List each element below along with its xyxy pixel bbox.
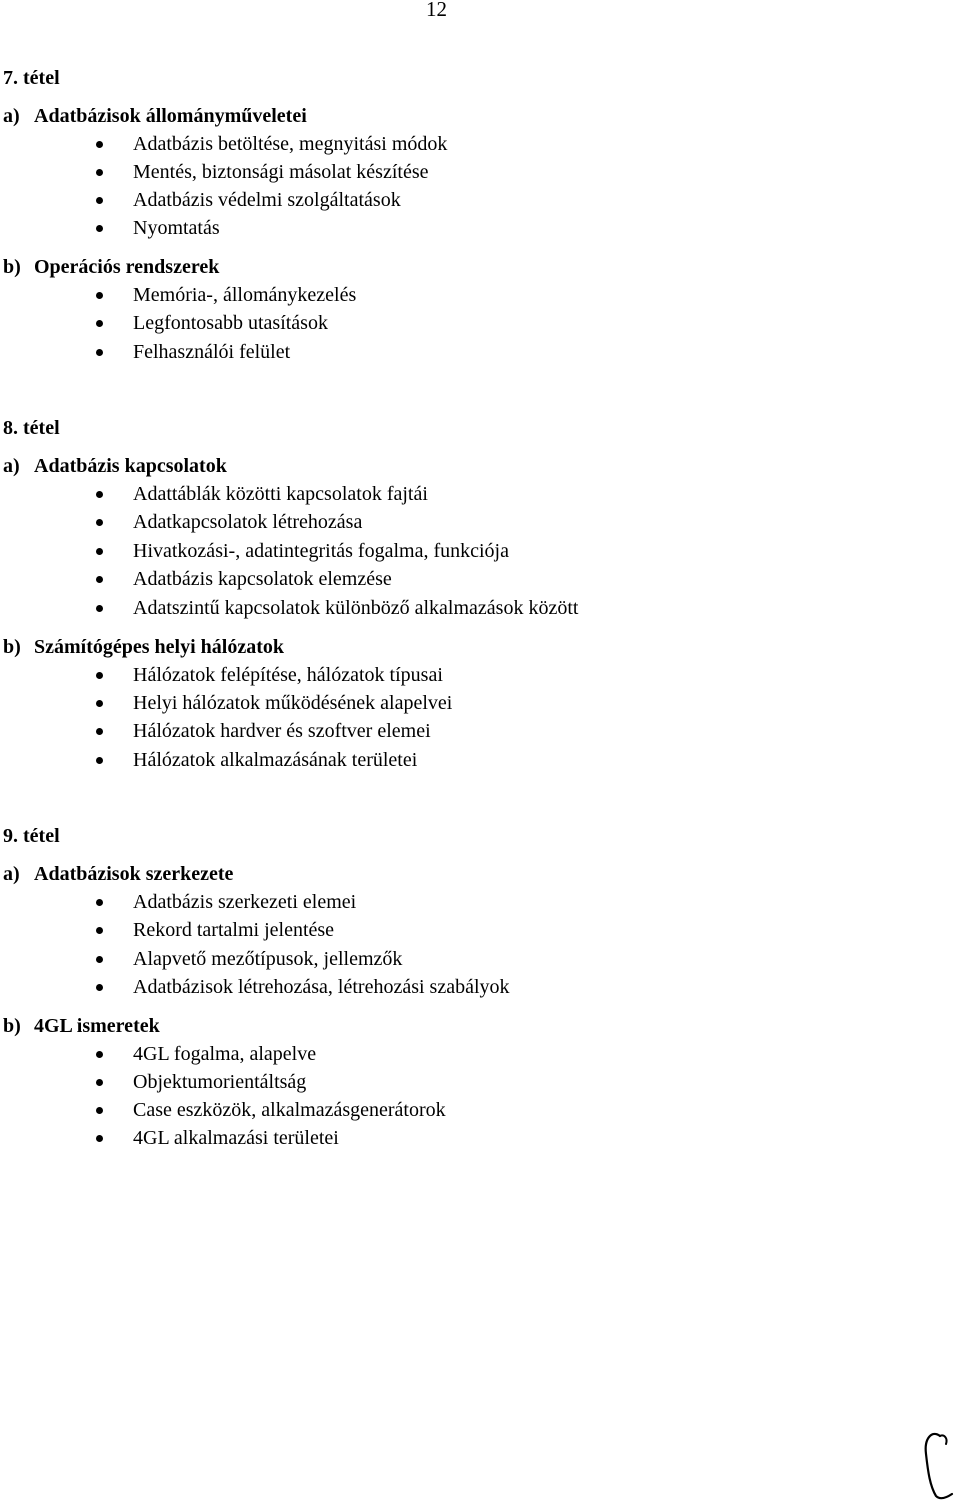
bullet-icon xyxy=(96,927,103,934)
bullet-icon xyxy=(96,899,103,906)
list-item: Mentés, biztonsági másolat készítése xyxy=(96,160,428,184)
section-title: Adatbázis kapcsolatok xyxy=(34,455,227,477)
bullet-icon xyxy=(96,141,103,148)
list-item: Adatbázis védelmi szolgáltatások xyxy=(96,188,401,212)
bullet-icon xyxy=(96,672,103,679)
list-item: Objektumorientáltság xyxy=(96,1070,306,1094)
topic-7-section-a-heading xyxy=(3,104,307,128)
section-title: Operációs rendszerek xyxy=(34,256,220,278)
section-letter: a) xyxy=(3,863,20,885)
list-item: Adatbázis kapcsolatok elemzése xyxy=(96,567,392,591)
bullet-icon xyxy=(96,1079,103,1086)
section-letter: b) xyxy=(3,636,21,658)
list-item: Adatkapcsolatok létrehozása xyxy=(96,510,362,534)
list-item: Adatbázisok létrehozása, létrehozási szabályok xyxy=(96,975,510,999)
topic-9-section-b-heading xyxy=(3,1014,160,1038)
bullet-icon xyxy=(96,1107,103,1114)
list-item: Rekord tartalmi jelentése xyxy=(96,918,334,942)
page-number: 12 xyxy=(426,0,447,21)
section-title: Számítógépes helyi hálózatok xyxy=(34,636,284,658)
topic-8-section-a-heading xyxy=(3,454,227,478)
topic-7-section-b-heading xyxy=(3,255,219,279)
list-item: Adatbázis szerkezeti elemei xyxy=(96,890,356,914)
bullet-icon xyxy=(96,292,103,299)
bullet-icon xyxy=(96,169,103,176)
bullet-icon xyxy=(96,320,103,327)
list-item: Hálózatok hardver és szoftver elemei xyxy=(96,719,431,743)
bullet-icon xyxy=(96,491,103,498)
bullet-icon xyxy=(96,349,103,356)
bullet-icon xyxy=(96,576,103,583)
list-item: Felhasználói felület xyxy=(96,340,290,364)
section-letter: a) xyxy=(3,105,20,127)
list-item: 4GL fogalma, alapelve xyxy=(96,1042,316,1066)
topic-7-title: 7. tétel xyxy=(3,67,60,89)
list-item: Adatszintű kapcsolatok különböző alkalmazások között xyxy=(96,596,578,620)
bullet-icon xyxy=(96,605,103,612)
handwritten-signature-mark xyxy=(918,1424,958,1504)
topic-8-title: 8. tétel xyxy=(3,417,60,439)
list-item: Hivatkozási-, adatintegritás fogalma, funkciója xyxy=(96,539,509,563)
bullet-icon xyxy=(96,956,103,963)
bullet-icon xyxy=(96,984,103,991)
list-item: Hálózatok alkalmazásának területei xyxy=(96,748,417,772)
topic-9-title: 9. tétel xyxy=(3,825,60,847)
list-item: Hálózatok felépítése, hálózatok típusai xyxy=(96,663,443,687)
topic-9-section-a-heading xyxy=(3,862,233,886)
bullet-icon xyxy=(96,728,103,735)
list-item: Adattáblák közötti kapcsolatok fajtái xyxy=(96,482,428,506)
bullet-icon xyxy=(96,757,103,764)
bullet-icon xyxy=(96,1135,103,1142)
section-title: Adatbázisok szerkezete xyxy=(34,863,234,885)
section-letter: b) xyxy=(3,1015,21,1037)
section-letter: b) xyxy=(3,256,21,278)
list-item: Legfontosabb utasítások xyxy=(96,311,328,335)
list-item: Case eszközök, alkalmazásgenerátorok xyxy=(96,1098,446,1122)
section-letter: a) xyxy=(3,455,20,477)
bullet-icon xyxy=(96,1051,103,1058)
list-item: Alapvető mezőtípusok, jellemzők xyxy=(96,947,402,971)
list-item: Nyomtatás xyxy=(96,216,220,240)
bullet-icon xyxy=(96,700,103,707)
topic-8-section-b-heading xyxy=(3,635,284,659)
list-item: 4GL alkalmazási területei xyxy=(96,1126,339,1150)
bullet-icon xyxy=(96,548,103,555)
section-title: Adatbázisok állományműveletei xyxy=(34,105,307,127)
list-item: Memória-, állománykezelés xyxy=(96,283,356,307)
bullet-icon xyxy=(96,225,103,232)
section-title: 4GL ismeretek xyxy=(34,1015,160,1037)
list-item: Helyi hálózatok működésének alapelvei xyxy=(96,691,452,715)
list-item: Adatbázis betöltése, megnyitási módok xyxy=(96,132,447,156)
bullet-icon xyxy=(96,197,103,204)
bullet-icon xyxy=(96,519,103,526)
